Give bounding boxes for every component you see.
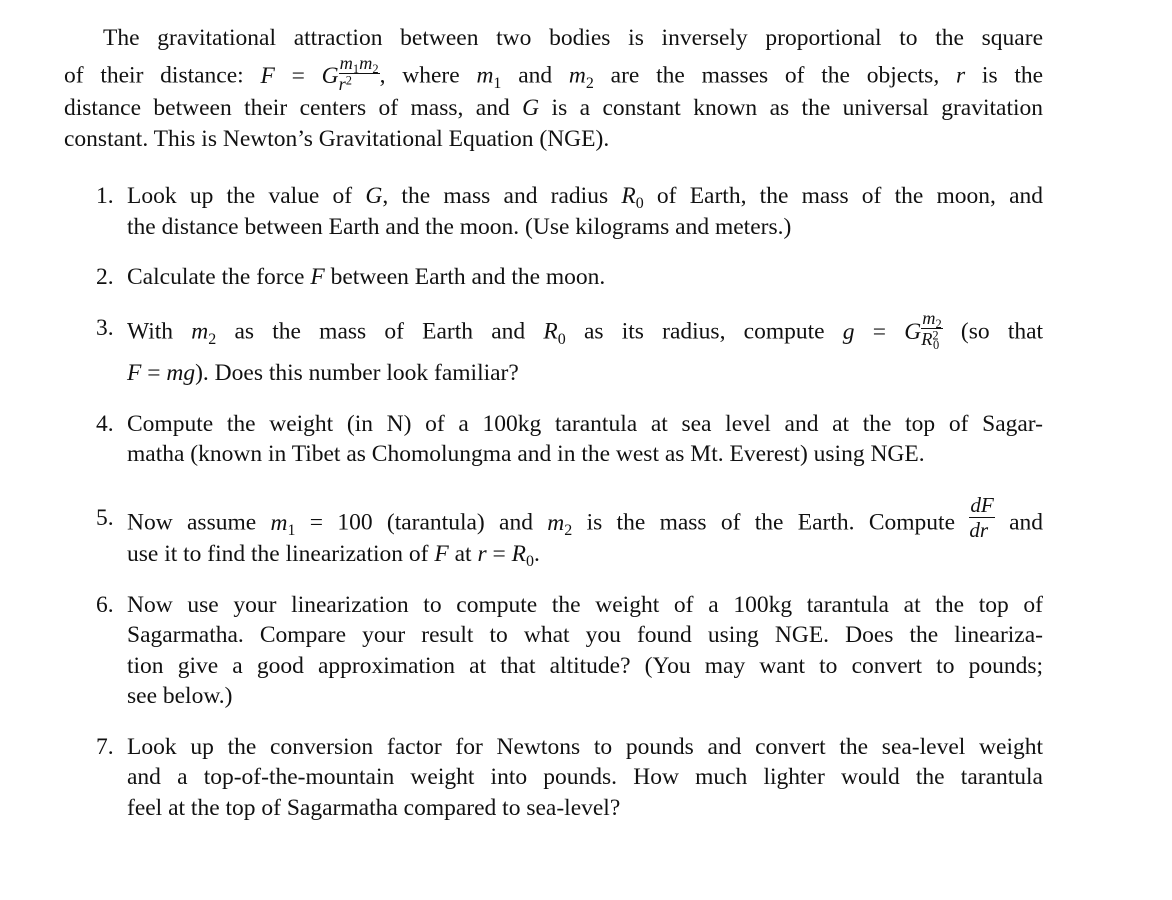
item-3-line-1: With $m_2$ as the mass of Earth and $R_0$ as its radius, compute g = G $\frac{m_2}{R^2_0}$ (so that: [127, 308, 1044, 353]
intro-line-2: of their distance: F = G $\frac{m_1m_2}{r^2}$ , where $m_1$ and $m_2$ are the masses of the objects, r is the: [64, 53, 1044, 95]
g-formula: g = G $\frac{m_2}{R^2_0}$: [842, 308, 942, 353]
item-number-5: 5.: [96, 505, 114, 531]
item-1-line-1: Look up the value of G, the mass and radius $R_0$ of Earth, the mass of the moon, and: [127, 183, 1044, 213]
item-number-1: 1.: [96, 183, 114, 209]
item-number-7: 7.: [96, 734, 114, 760]
intro-line-4: constant. This is Newton’s Gravitational Equation (NGE).: [64, 126, 610, 152]
item-6-line-2: Sagarmatha. Compare your result to what you found using NGE. Does the lineariza-: [127, 622, 1043, 648]
item-5-line-2: use it to find the linearization of F at $r = R_0$.: [127, 541, 540, 571]
item-5-line-1: Now assume $m_1 = 100$ (tarantula) and $m_2$ is the mass of the Earth. Compute $\frac{dF}{dr}$ and: [127, 493, 1044, 543]
df-dr-fraction: $\frac{dF}{dr}$: [969, 493, 994, 543]
item-4-line-1: Compute the weight (in N) of a 100kg tarantula at sea level and at the top of Sagar-: [127, 411, 1043, 437]
item-4-line-2: matha (known in Tibet as Chomolungma and in the west as Mt. Everest) using NGE.: [127, 441, 925, 467]
item-number-3: 3.: [96, 315, 114, 341]
item-3-line-2: F = mg). Does this number look familiar?: [127, 360, 519, 386]
item-6-line-3: tion give a good approximation at that altitude? (You may want to convert to pounds;: [127, 653, 1043, 679]
item-number-6: 6.: [96, 592, 114, 618]
item-7-line-1: Look up the conversion factor for Newtons to pounds and convert the sea-level weight: [127, 734, 1043, 760]
intro-line-1: The gravitational attraction between two bodies is inversely proportional to the square: [103, 25, 1043, 51]
item-2-line-1: Calculate the force F between Earth and the moon.: [127, 264, 606, 290]
item-7-line-3: feel at the top of Sagarmatha compared to sea-level?: [127, 795, 621, 821]
item-number-2: 2.: [96, 264, 114, 290]
item-1-line-2: the distance between Earth and the moon. (Use kilograms and meters.): [127, 214, 792, 240]
item-7-line-2: and a top-of-the-mountain weight into pounds. How much lighter would the tarantula: [127, 764, 1043, 790]
item-6-line-4: see below.): [127, 683, 233, 709]
item-number-4: 4.: [96, 411, 114, 437]
item-6-line-1: Now use your linearization to compute the weight of a 100kg tarantula at the top of: [127, 592, 1043, 618]
nge-formula: F = G $\frac{m_1m_2}{r^2}$: [260, 53, 379, 95]
intro-line-3: distance between their centers of mass, and G is a constant known as the universal gravitation: [64, 95, 1044, 121]
